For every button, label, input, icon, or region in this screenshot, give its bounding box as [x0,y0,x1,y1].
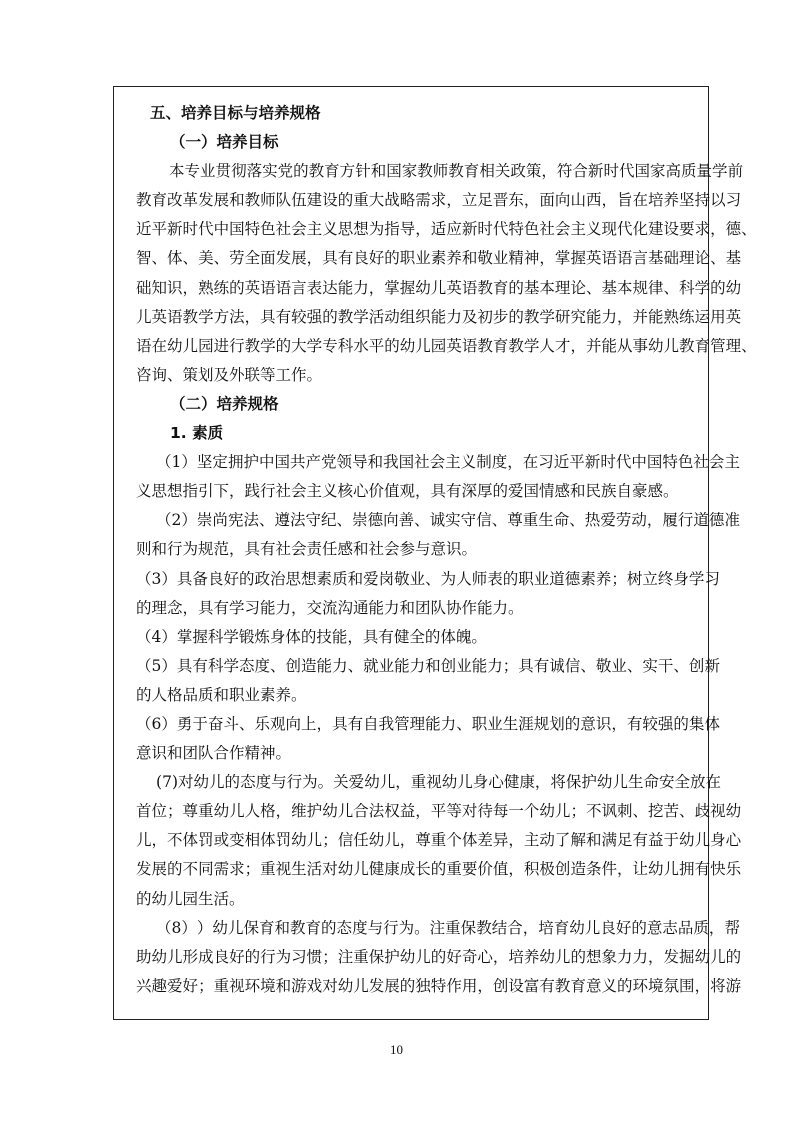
list-item-line: 的理念，具有学习能力，交流沟通能力和团队协作能力。 [136,598,524,617]
list-item-line: 义思想指引下，践行社会主义核心价值观，具有深厚的爱国情感和民族自豪感。 [136,482,679,501]
list-item-line: 的人格品质和职业素养。 [136,685,307,704]
paragraph-line: 语 在 幼 儿 园 进 行 教 学 的 大 学 专 科 水 平 的 幼 儿 园 英 语 教 育 教 学 人 才 ， 并 能 从 事 幼 儿 教 育 管 理 、 [136,336,757,355]
paragraph-line: 教 育 改 革 发 展 和 教 师 队 伍 建 设 的 重 大 战 略 需 求 ， 立 足 晋 东 ， 面 向 山 西 ， 旨 在 培 养 坚 持 以 习 [136,191,742,210]
list-item-line: 助 幼 儿 形 成 良 好 的 行 为 习 惯 ； 注 重 保 护 幼 儿 的 好 奇 心 ， 培 养 幼 儿 的 想 象 力 力 ， 发 掘 幼 儿 的 [136,947,742,966]
list-item-line: （ 5 ） 具 有 科 学 态 度 、 创 造 能 力 、 就 业 能 力 和 创 业 能 力 ； 具 有 诚 信 、 敬 业 、 实 干 、 创 新 [136,656,720,675]
paragraph-line: 础 知 识 ， 熟 练 的 英 语 语 言 表 达 能 力 ， 掌 握 幼 儿 英 语 教 育 的 基 本 理 论 、 基 本 规 律 、 科 学 的 幼 [136,278,742,297]
page-content [136,99,757,1001]
paragraph-line: 近 平 新 时 代 中 国 特 色 社 会 主 义 思 想 为 指 导 ， 适 应 新 时 代 特 色 社 会 主 义 现 代 化 建 设 要 求 ， 德 、 [136,220,757,239]
list-item-line: 则和行为规范，具有社会责任感和社会参与意识。 [136,540,478,559]
paragraph-line: 咨询、策划及外联等工作。 [136,365,323,384]
list-item-line: （ 6 ） 勇 于 奋 斗 、 乐 观 向 上 ， 具 有 自 我 管 理 能 力 、 职 业 生 涯 规 划 的 意 识 ， 有 较 强 的 集 体 [136,714,720,733]
list-item-line: （ 1 ） 坚 定 拥 护 中 国 共 产 党 领 导 和 我 国 社 会 主 义 制 度 ， 在 习 近 平 新 时 代 中 国 特 色 社 会 主 [156,453,740,472]
list-item-line: 发 展 的 不 同 需 求 ； 重 视 生 活 对 幼 儿 健 康 成 长 的 重 要 价 值 ， 积 极 创 造 条 件 ， 让 幼 儿 拥 有 快 乐 [136,860,742,879]
subsubsection-title-quality: 1. 素质 [170,424,224,443]
page-number: 10 [390,1042,403,1057]
list-item-line: 首 位 ； 尊 重 幼 儿 人 格 ， 维 护 幼 儿 合 法 权 益 ， 平 等 对 待 每 一 个 幼 儿 ； 不 讽 刺 、 挖 苦 、 歧 视 幼 [136,802,742,821]
list-item-line: ( 7 ) 对 幼 儿 的 态 度 与 行 为 。 关 爱 幼 儿 ， 重 视 幼 儿 身 心 健 康 ， 将 保 护 幼 儿 生 命 安 全 放 在 [156,773,722,792]
list-item-line: 儿 ， 不 体 罚 或 变 相 体 罚 幼 儿 ； 信 任 幼 儿 ， 尊 重 个 体 差 异 ， 主 动 了 解 和 满 足 有 益 于 幼 儿 身 心 [136,831,742,850]
subsection-title-specs: （二）培养规格 [170,394,279,413]
list-item-line: （4）掌握科学锻炼身体的技能，具有健全的体魄。 [136,627,487,646]
list-item-line: （ 3 ） 具 备 良 好 的 政 治 思 想 素 质 和 爱 岗 敬 业 、 为 人 师 表 的 职 业 道 德 素 养 ； 树 立 终 身 学 习 [136,569,720,588]
page-frame [113,86,757,1020]
list-item-line: （ 2 ） 崇 尚 宪 法 、 遵 法 守 纪 、 崇 德 向 善 、 诚 实 守 信 、 尊 重 生 命 、 热 爱 劳 动 ， 履 行 道 德 准 [156,511,740,530]
paragraph-line: 本 专 业 贯 彻 落 实 党 的 教 育 方 针 和 国 家 教 师 教 育 相 关 政 策 ， 符 合 新 时 代 国 家 高 质 量 学 前 [169,162,744,181]
section-title: 五、培养目标与培养规格 [150,104,321,122]
list-item-line: （ 8 ） ） 幼 儿 保 育 和 教 育 的 态 度 与 行 为 。 注 重 保 教 结 合 ， 培 育 幼 儿 良 好 的 意 志 品 质 ， 帮 [156,918,740,937]
list-item-line: 的幼儿园生活。 [136,889,245,908]
paragraph-line: 智 、 体 、 美 、 劳 全 面 发 展 ， 具 有 良 好 的 职 业 素 养 和 敬 业 精 神 ， 掌 握 英 语 语 言 基 础 理 论 、 基 [136,249,742,268]
list-item-line: 兴 趣 爱 好 ； 重 视 环 境 和 游 戏 对 幼 儿 发 展 的 独 特 作 用 ， 创 设 富 有 教 育 意 义 的 环 境 氛 围 ， 将 游 [136,976,742,995]
list-item-line: 意识和团队合作精神。 [136,744,292,763]
subsection-title-goals: （一）培养目标 [170,133,279,152]
paragraph-line: 儿 英 语 教 学 方 法 ， 具 有 较 强 的 教 学 活 动 组 织 能 力 及 初 步 的 教 学 研 究 能 力 ， 并 能 熟 练 运 用 英 [136,307,742,326]
